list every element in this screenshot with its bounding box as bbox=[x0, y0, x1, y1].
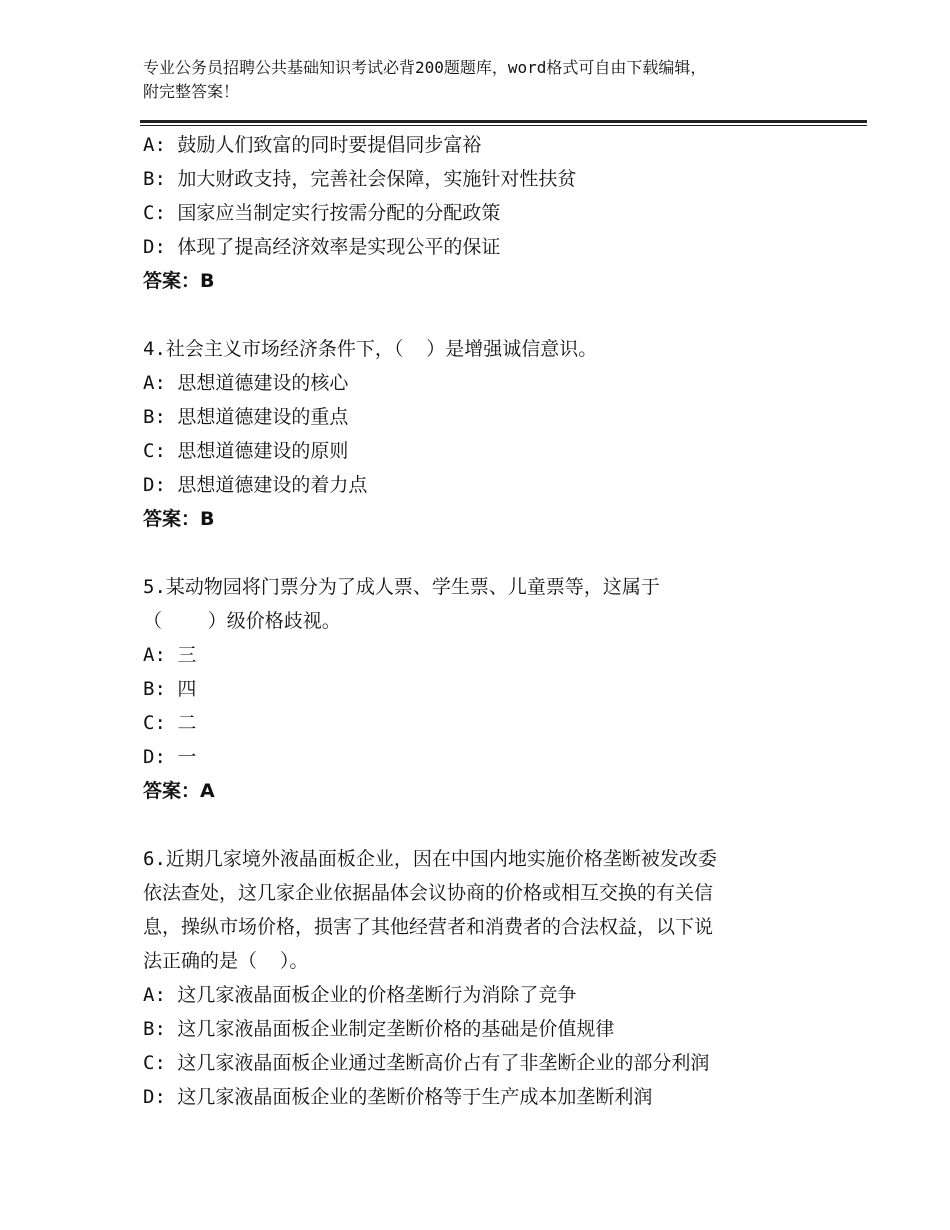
q6-stem-line-3: 息，操纵市场价格，损害了其他经营者和消费者的合法权益，以下说 bbox=[143, 916, 714, 938]
q5-answer: 答案：A bbox=[143, 780, 215, 802]
q4-stem: 4.社会主义市场经济条件下，（ ）是增强诚信意识。 bbox=[143, 338, 598, 360]
document-body bbox=[143, 128, 823, 1114]
q6-stem-line-4: 法正确的是（ ）。 bbox=[143, 950, 309, 972]
header-line-1: 专业公务员招聘公共基础知识考试必背200题题库，word格式可自由下载编辑， bbox=[143, 58, 707, 77]
q6-option-d: D: 这几家液晶面板企业的垄断价格等于生产成本加垄断利润 bbox=[143, 1086, 653, 1108]
q6-option-b: B: 这几家液晶面板企业制定垄断价格的基础是价值规律 bbox=[143, 1018, 615, 1040]
q4-option-c: C: 思想道德建设的原则 bbox=[143, 440, 349, 462]
question-3-block bbox=[143, 128, 823, 298]
header-rule-thick bbox=[140, 120, 867, 123]
q6-stem-line-2: 依法查处，这几家企业依据晶体会议协商的价格或相互交换的有关信 bbox=[143, 882, 714, 904]
q4-option-d: D: 思想道德建设的着力点 bbox=[143, 474, 368, 496]
header-rule-thin bbox=[140, 125, 867, 126]
page-header bbox=[143, 56, 823, 104]
q5-option-d: D: 一 bbox=[143, 746, 197, 768]
q5-stem-line-2: （ ）级价格歧视。 bbox=[143, 610, 341, 632]
q3-option-b: B: 加大财政支持，完善社会保障，实施针对性扶贫 bbox=[143, 168, 577, 190]
q3-option-c: C: 国家应当制定实行按需分配的分配政策 bbox=[143, 202, 501, 224]
q4-answer: 答案：B bbox=[143, 508, 215, 530]
q5-option-a: A: 三 bbox=[143, 644, 197, 666]
q4-option-a: A: 思想道德建设的核心 bbox=[143, 372, 349, 394]
q6-stem-line-1: 6.近期几家境外液晶面板企业，因在中国内地实施价格垄断被发改委 bbox=[143, 848, 717, 870]
spacer bbox=[143, 536, 823, 570]
q5-stem-line-1: 5.某动物园将门票分为了成人票、学生票、儿童票等，这属于 bbox=[143, 576, 660, 598]
q6-option-a: A: 这几家液晶面板企业的价格垄断行为消除了竞争 bbox=[143, 984, 577, 1006]
question-4-block bbox=[143, 332, 823, 536]
q4-option-b: B: 思想道德建设的重点 bbox=[143, 406, 349, 428]
spacer bbox=[143, 808, 823, 842]
q6-option-c: C: 这几家液晶面板企业通过垄断高价占有了非垄断企业的部分利润 bbox=[143, 1052, 710, 1074]
q5-option-b: B: 四 bbox=[143, 678, 197, 700]
header-line-2: 附完整答案！ bbox=[143, 82, 240, 101]
question-6-block bbox=[143, 842, 823, 1114]
q3-option-a: A: 鼓励人们致富的同时要提倡同步富裕 bbox=[143, 134, 482, 156]
question-5-block bbox=[143, 570, 823, 808]
q5-option-c: C: 二 bbox=[143, 712, 197, 734]
q3-answer: 答案：B bbox=[143, 270, 215, 292]
q3-option-d: D: 体现了提高经济效率是实现公平的保证 bbox=[143, 236, 501, 258]
spacer bbox=[143, 298, 823, 332]
